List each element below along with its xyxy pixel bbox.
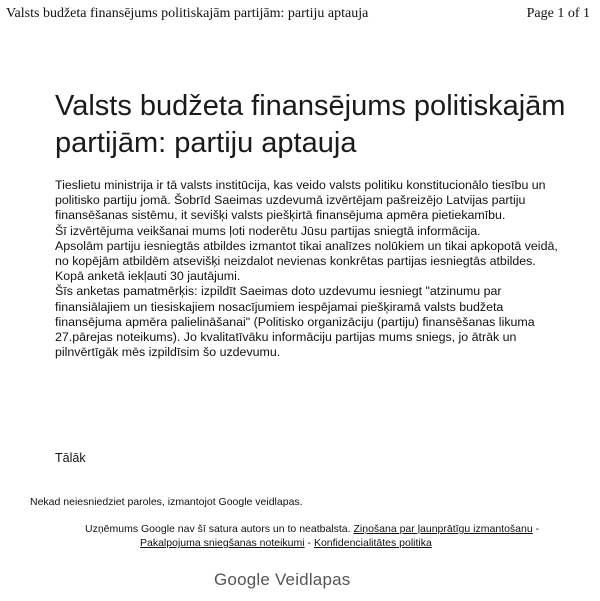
password-warning: Nekad neiesniedziet paroles, izmantojot Google veidlapas. [30, 496, 303, 508]
separator: - [535, 523, 540, 535]
footer-disclaimer [85, 522, 575, 550]
description-paragraph: Šī izvērtējuma veikšanai mums ļoti noderētu Jūsu partijas sniegtā informācija. [55, 223, 481, 238]
google-forms-logo: Google Veidlapas [214, 570, 351, 589]
form-description [55, 178, 565, 360]
disclaimer-text: Uzņēmums Google nav šī satura autors un to neatbalsta. [85, 523, 351, 535]
description-paragraph: Šīs anketas pamatmērķis: izpildīt Saeimas doto uzdevumu iesniegt "atzinumu par finansiālajiem un tiesiskajiem nosacījumiem iespējamai piešķiramā valsts budžeta finansējuma apmēra palielināšanai" (Politisko organizāciju (partiju) finansēšanas likuma 27.pārejas noteikums). Jo kvalitatīvāku informāciju partijas mums sniegs, jo ātrāk un pilnvērtīgāk mēs izpildīsim šo uzdevumu. [55, 284, 535, 360]
form-title: Valsts budžeta finansējums politiskajām partijām: partiju aptauja [55, 90, 566, 159]
privacy-policy-link[interactable]: Konfidencialitātes politika [313, 537, 432, 549]
terms-of-service-link[interactable]: Pakalpojuma sniegšanas noteikumi [140, 537, 305, 549]
description-paragraph: Apsolām partiju iesniegtās atbildes izmantot tikai analīzes nolūkiem un tikai apkopotā veidā, no kopējām atbildēm atsevišķi neizdalot nevienas konkrētas partijas iesniegtās atbildes. Kopā anketā iekļauti 30 jautājumi. [55, 238, 558, 284]
next-button[interactable]: Tālāk [55, 451, 86, 465]
description-paragraph: Tieslietu ministrija ir tā valsts institūcija, kas veido valsts politiku konstitucionālo tiesību un politisko partiju jomā. Šobrīd Saeimas uzdevumā izvērtējam pašreizējo Latvijas partiju finansēšanas sistēmu, it sevišķi valsts piešķirtā finansējuma apmēra pietiekamību. [55, 178, 546, 223]
report-abuse-link[interactable]: Ziņošana par ļaunprātīgu izmantošanu [353, 523, 533, 535]
print-header-title: Valsts budžeta finansējums politiskajām partijām: partiju aptauja [6, 6, 369, 21]
separator: - [307, 537, 312, 549]
print-page-number: Page 1 of 1 [526, 6, 590, 21]
print-header [6, 6, 590, 24]
